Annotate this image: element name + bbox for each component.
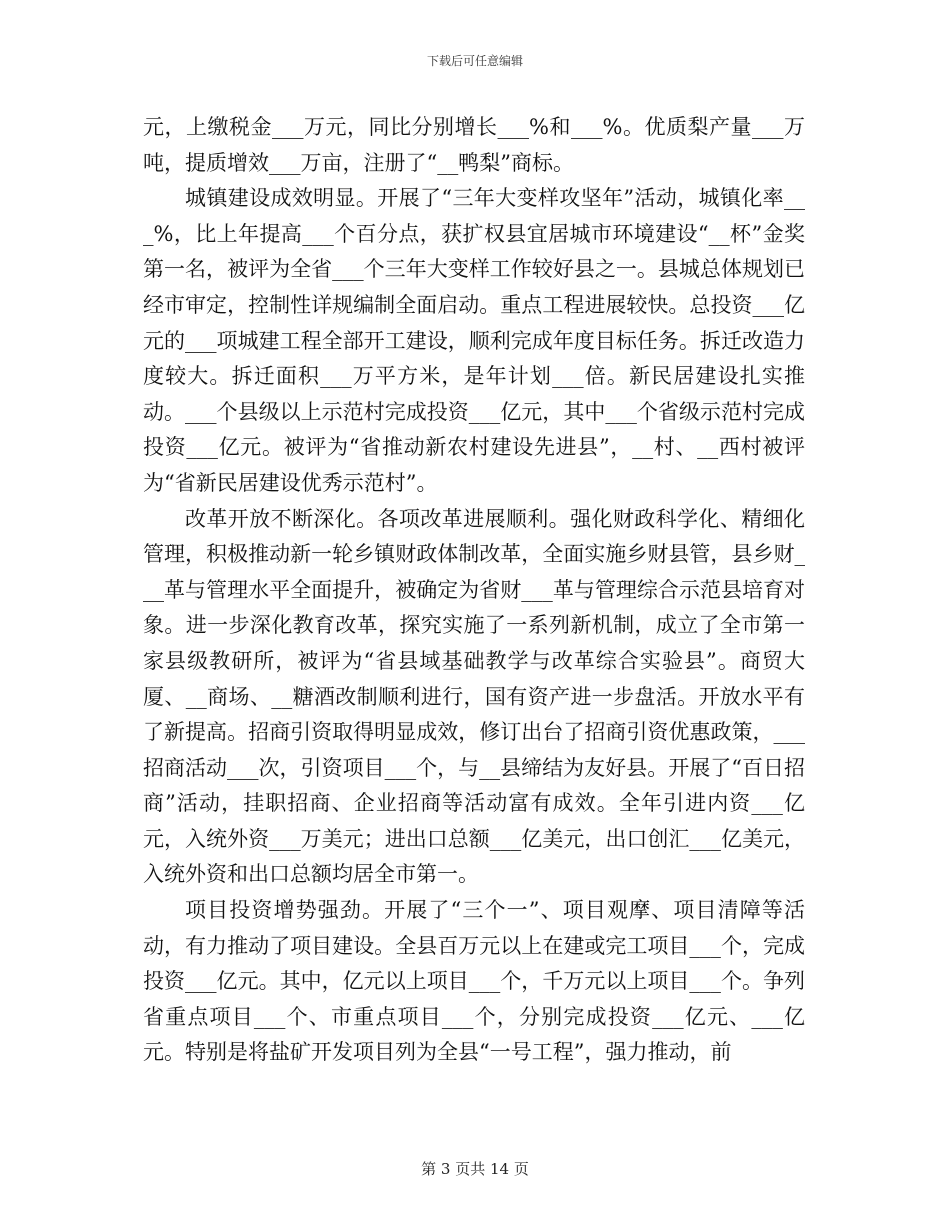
page-header: 下载后可任意编辑 [426,54,523,68]
paragraph-reform-opening: 改革开放不断深化。各项改革进展顺利。强化财政科学化、精细化管理，积极推动新一轮乡镇财政体制改革，全面实施乡财县管，县乡财___革与管理水平全面提升，被确定为省财___革与管理综合示范县培育对象。进一步深化教育改革，探究实施了一系列新机制，成立了全市第一家县级教研所，被评为“省县域基础教学与改革综合实验县”。商贸大厦、__商场、__糖酒改制顺利进行，国有资产进一步盘活。开放水平有了新提高。招商引资取得明显成效，修订出台了招商引资优惠政策，___招商活动___次，引资项目___个，与__县缔结为友好县。开展了“百日招商”活动，挂职招商、企业招商等活动富有成效。全年引进内资___亿元，入统外资___万美元；进出口总额___亿美元，出口创汇___亿美元，入统外资和出口总额均居全市第一。 [143,506,805,887]
document-body [143,110,805,1071]
paragraph-project-investment: 项目投资增势强劲。开展了“三个一”、项目观摩、项目清障等活动，有力推动了项目建设。全县百万元以上在建或完工项目___个，完成投资___亿元。其中，亿元以上项目___个，千万元以上项目___个。争列省重点项目___个、市重点项目___个，分别完成投资___亿元、___亿元。特别是将盐矿开发项目列为全县“一号工程”，强力推动，前 [143,898,805,1065]
paragraph-continued: 元，上缴税金___万元，同比分别增长___%和___%。优质梨产量___万吨，提质增效___万亩，注册了“__鸭梨”商标。 [143,115,805,175]
paragraph-urban-construction: 城镇建设成效明显。开展了“三年大变样攻坚年”活动，城镇化率___%，比上年提高___个百分点，获扩权县宜居城市环境建设“__杯”金奖第一名，被评为全省___个三年大变样工作较好县之一。县城总体规划已经市审定，控制性详规编制全面启动。重点工程进展较快。总投资___亿元的___项城建工程全部开工建设，顺利完成年度目标任务。拆迁改造力度较大。拆迁面积___万平方米，是年计划___倍。新民居建设扎实推动。___个县级以上示范村完成投资___亿元，其中___个省级示范村完成投资___亿元。被评为“省推动新农村建设先进县”，__村、__西村被评为“省新民居建设优秀示范村”。 [143,186,805,495]
page-footer: 第 3 页共 14 页 [421,1160,529,1178]
